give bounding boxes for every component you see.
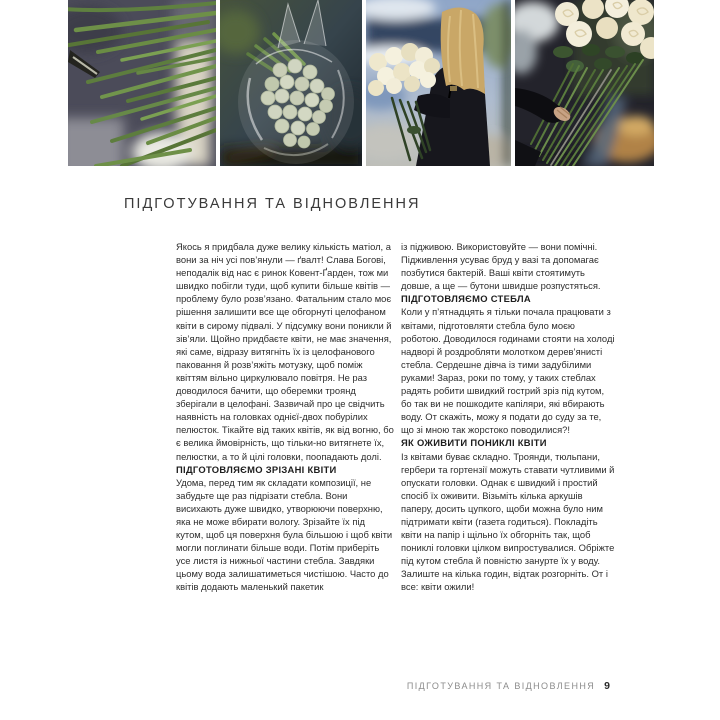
paragraph: Удома, перед тим як складати композиції, не забудьте ще раз підрізати стебла. Вони висихають дуже швидко, утворюючи поверхню, яка не може вбирати вологу. Зрізайте їх під кутом, щоб ця поверхня була більшою і щоб квіти могли поглинати більше води. Потім приберіть усе листя із нижньої частини стебла. Завдяки цьому вода залишатиметься чистішою. Часто до квітів додають маленький пакетик <box>176 476 393 593</box>
paragraph: Із квітами буває складно. Троянди, тюльпани, гербери та гортензії можуть ставати чутливими й опускати головки. Однак є швидкий і простий спосіб їх оживити. Візьміть кілька аркушів паперу, досить цупкого, щоби можна було ним підтримати квіти (газета годиться). Покладіть квіти на папір і щільно їх обгорніть так, щоб пониклі головки цілком випростувалися. Обріжте під кутом стебла й повністю занурте їх у воду. Залиште на кілька годин, відтак розгорніть. От і все: квіти ожили! <box>401 450 615 593</box>
footer-chapter-label: ПІДГОТУВАННЯ ТА ВІДНОВЛЕННЯ <box>406 681 596 691</box>
page-number: 9 <box>604 680 610 692</box>
running-footer <box>407 680 610 692</box>
paragraph: Коли у п’ятнадцять я тільки почала працювати з квітами, підготовляти стебла було моєю роботою. Доводилося годинами стояти на холоді надворі й роздробляти молотком дерев’янисті стебла. Сердешне дівча із тими задубілими руками! Зараз, роки по тому, у таких стеблах радять робити швидкий гострий зріз під кутом, бо так ви не пошкодите капіляри, які вбирають воду. От скажіть, можу я подати до суду за те, що зі мною так жорстоко поводилися?! <box>401 306 615 436</box>
blonde-hair <box>441 7 485 94</box>
subheading-reviving-wilted-flowers: ЯК ОЖИВИТИ ПОНИКЛІ КВІТИ <box>401 437 547 449</box>
paragraph: із підживою. Використовуйте — вони помічні. Підживлення усуває бруд у вазі та допомагає позбутися бактерій. Ваші квіти стоятимуть довше, а ще — бутони швидше розпустяться. <box>401 241 601 292</box>
paragraph: Якось я придбала дуже велику кількість матіол, а вони за ніч усі пов’янули — ґвалт! Слава Богові, неподалік від нас є ринок Ковент-Ґарден, тож ми швидко побігли туди, щоб купити більше квітів — проблему було розв’язано. Фатальним стало моє рішення залишити все ще обгорнуті целофаном квіти в сирому підвалі. У підсумку вони поникли й зів’яли. Щойно придбаєте квіти, не має значення, які саме, відразу витягніть їх із целофанового паковання й розв’яжіть мотузку, щоб поміж квіттям вільно циркулювало повітря. Не раз доводилося бачити, що оберемки троянд зберігали в целофані. Зазвичай про це свідчить наявність на головках однієї-двох побурілих пелюсток. Тікайте від таких квітів, як від вогню, бо є велика ймовірність, що тільки-но витягнете їх, пелюстки, а то й цілі головки, поопадають долі. <box>176 241 394 462</box>
photo-florist-carrying-flowers <box>366 0 511 166</box>
text-column-right <box>401 240 615 594</box>
chapter-title: ПІДГОТУВАННЯ ТА ВІДНОВЛЕННЯ <box>124 196 421 212</box>
leaf <box>407 126 421 134</box>
photo-cellophane-wrapped-bouquet <box>220 0 362 166</box>
photo-white-roses-bouquet <box>515 0 654 166</box>
photo-strip <box>68 0 654 166</box>
subheading-preparing-stems: ПІДГОТОВЛЯЄМО СТЕБЛА <box>401 293 531 305</box>
photo-cut-green-stems <box>68 0 216 166</box>
subheading-preparing-cut-flowers: ПІДГОТОВЛЯЄМО ЗРІЗАНІ КВІТИ <box>176 463 337 475</box>
text-column-left <box>176 240 394 594</box>
